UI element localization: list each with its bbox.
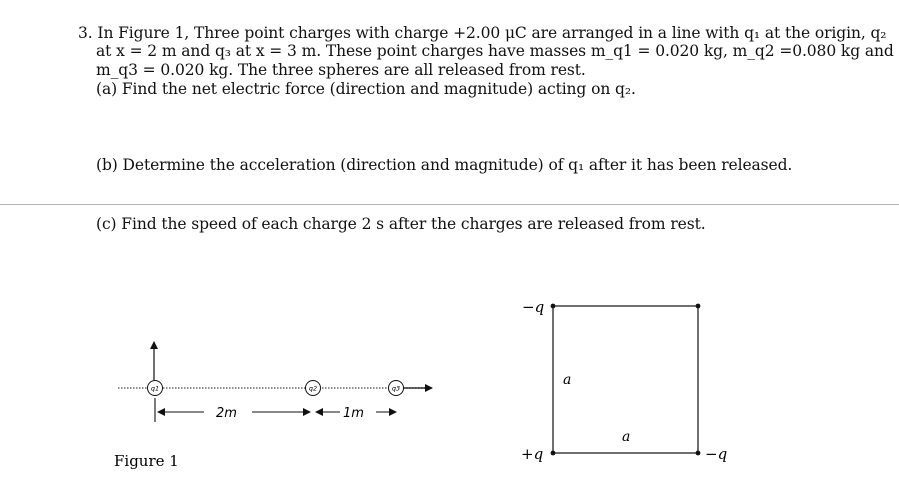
dim-1m-label: 1m — [343, 406, 364, 421]
problem-line-1: 3. In Figure 1, Three point charges with charge +2.00 μC are arranged in a line with q₁ at the origin, q₂ — [78, 24, 887, 42]
charge-q1-label: q1 — [150, 384, 160, 393]
corner-top-right — [696, 304, 701, 309]
corner-bottom-left — [551, 451, 556, 456]
corner-top-left — [551, 304, 556, 309]
problem-part-b: (b) Determine the acceleration (direction and magnitude) of q₁ after it has been released. — [96, 156, 793, 174]
charge-q3 — [389, 381, 404, 396]
problem-line-3: m_q3 = 0.020 kg. The three spheres are all released from rest. — [96, 61, 586, 79]
charge-q2-label: q2 — [308, 384, 318, 393]
label-side-horizontal: a — [622, 429, 631, 445]
problem-part-c: (c) Find the speed of each charge 2 s after the charges are released from rest. — [96, 215, 706, 233]
figure-2 — [521, 298, 727, 463]
figure-1 — [114, 342, 432, 470]
charge-q3-label: q3 — [391, 384, 401, 393]
problem-line-2: at x = 2 m and q₃ at x = 3 m. These point charges have masses m_q1 = 0.020 kg, m_q2 =0.080 kg and — [96, 42, 894, 60]
figure-1-caption: Figure 1 — [114, 452, 179, 470]
label-bottom-left-charge: +q — [521, 445, 544, 463]
corner-bottom-right — [696, 451, 701, 456]
label-bottom-right-charge: −q — [705, 445, 728, 463]
charge-q2 — [306, 381, 321, 396]
dim-2m-label: 2m — [216, 406, 237, 421]
charge-q1 — [148, 381, 163, 396]
problem-part-a: (a) Find the net electric force (direction and magnitude) acting on q₂. — [96, 80, 636, 98]
label-top-left-charge: −q — [522, 298, 545, 316]
label-side-vertical: a — [563, 372, 572, 388]
